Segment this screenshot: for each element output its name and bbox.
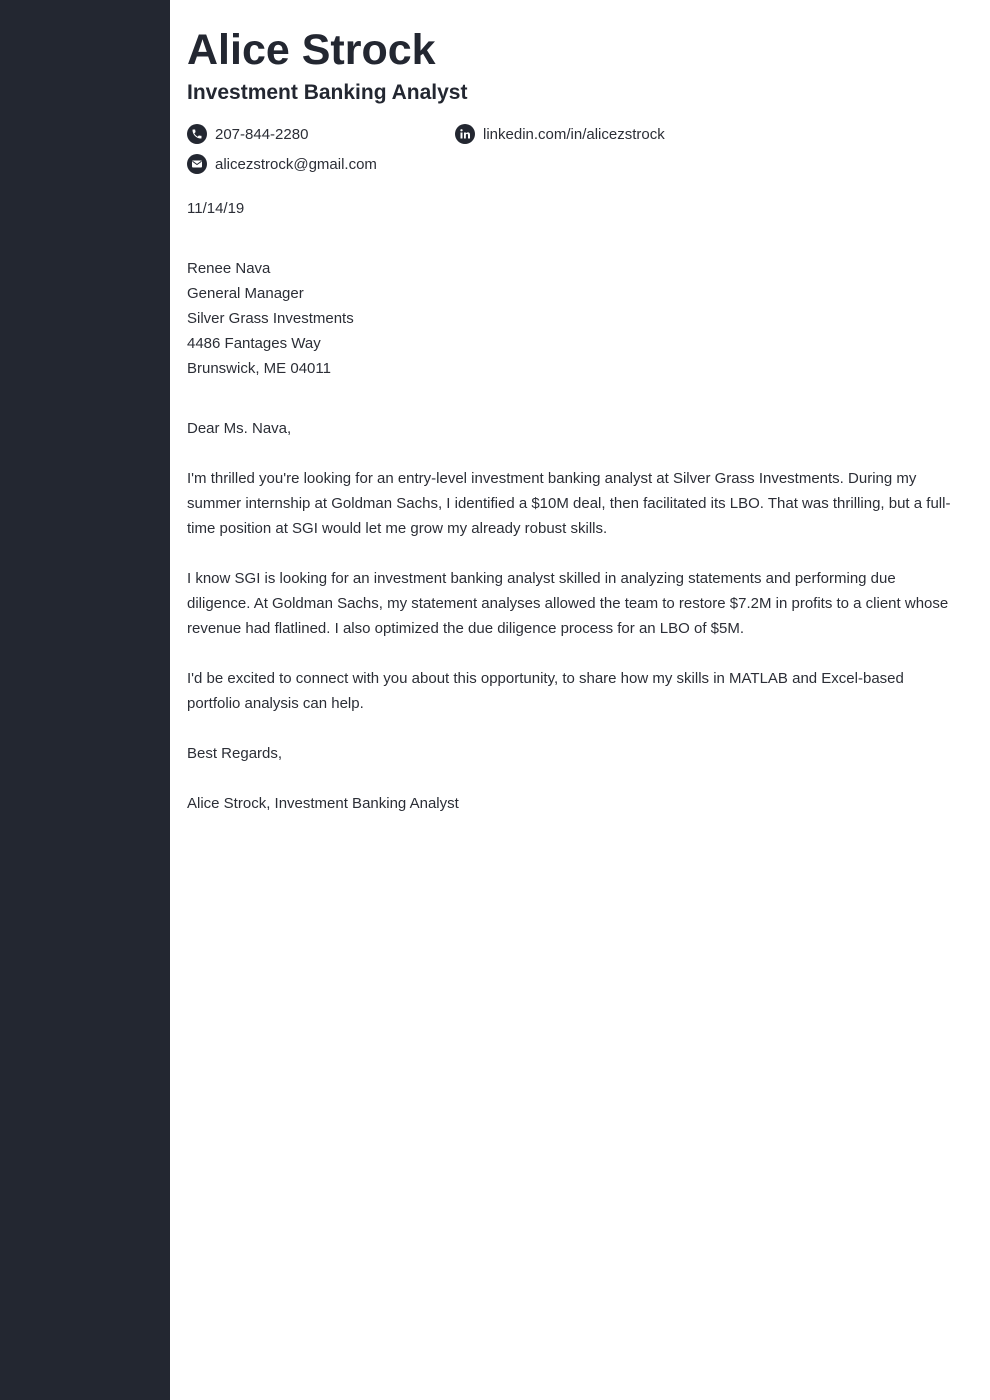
recipient-company: Silver Grass Investments (187, 310, 354, 327)
linkedin-url[interactable]: linkedin.com/in/alicezstrock (483, 125, 665, 143)
phone-icon (187, 124, 207, 144)
contact-linkedin (455, 123, 665, 145)
letter-greeting: Dear Ms. Nava, (187, 420, 292, 437)
phone-number[interactable]: 207-844-2280 (215, 125, 309, 143)
linkedin-icon (455, 124, 475, 144)
recipient-name: Renee Nava (187, 260, 271, 277)
left-sidebar (0, 0, 170, 1400)
recipient-city: Brunswick, ME 04011 (187, 360, 331, 377)
email-icon (187, 154, 207, 174)
letter-paragraph-1: I'm thrilled you're looking for an entry-level investment banking analyst at Silver Grass Investments. During my summer internship at Goldman Sachs, I identified a $10M deal, then facilitated its LBO. That was thrilling, but a full-time position at SGI would let me grow my already robust skills. (187, 470, 951, 537)
letter-closing: Best Regards, (187, 745, 283, 762)
letter-paragraph-3: I'd be excited to connect with you about this opportunity, to share how my skills in MATLAB and Excel-based portfolio analysis can help. (187, 670, 904, 712)
applicant-name: Alice Strock (187, 26, 436, 74)
letter-signature: Alice Strock, Investment Banking Analyst (187, 795, 459, 812)
recipient-block (187, 256, 957, 381)
applicant-title: Investment Banking Analyst (187, 81, 468, 104)
letter-paragraph-2: I know SGI is looking for an investment banking analyst skilled in analyzing statements and performing due diligence. At Goldman Sachs, my statement analyses allowed the team to restore $7.2M in profits to a client whose revenue had flatlined. I also optimized the due diligence process for an LBO of $5M. (187, 570, 949, 637)
recipient-position: General Manager (187, 285, 304, 302)
letter-date: 11/14/19 (187, 200, 245, 217)
recipient-street: 4486 Fantages Way (187, 335, 321, 352)
contact-email (187, 153, 377, 175)
contact-phone (187, 123, 308, 145)
email-address[interactable]: alicezstrock@gmail.com (215, 155, 377, 173)
